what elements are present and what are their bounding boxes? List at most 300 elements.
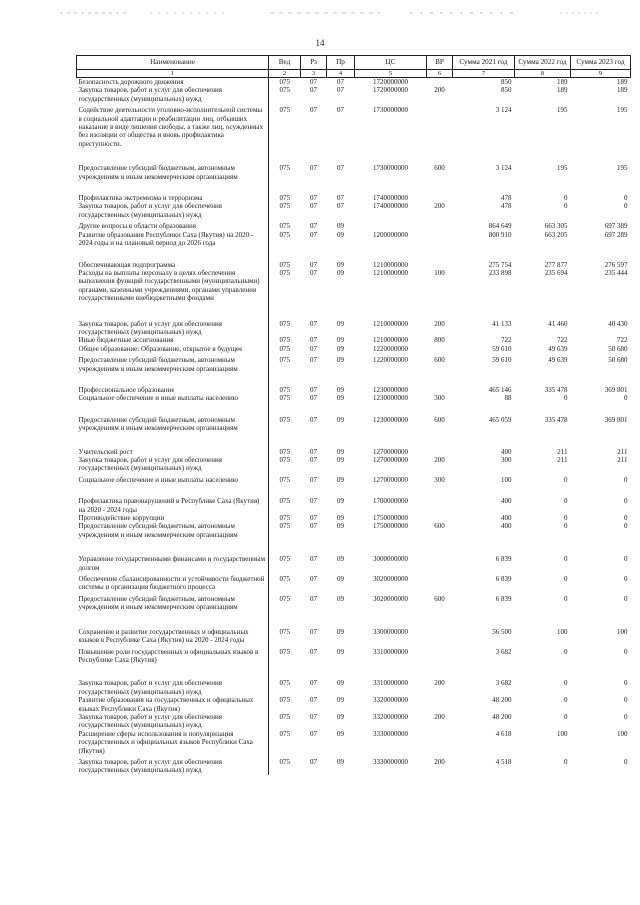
row-rz: 07	[310, 712, 317, 721]
row-cs: 3000000000	[373, 555, 408, 564]
row-ved: 075	[279, 260, 290, 269]
row-pr: 09	[337, 344, 344, 353]
row-rz: 07	[310, 514, 317, 523]
row-pr: 09	[337, 594, 344, 603]
row-pr: 09	[337, 497, 344, 506]
row-sum-2022: 195	[557, 106, 568, 115]
column-number: 7	[453, 70, 515, 78]
row-sum-2023: 0	[624, 696, 628, 705]
row-vr: 300	[434, 475, 445, 484]
row-rz: 07	[310, 260, 317, 269]
row-vr: 200	[434, 712, 445, 721]
row-sum-2021: 300	[501, 456, 512, 464]
row-sum-2022: 0	[564, 647, 568, 656]
row-sum-2023: 100	[617, 627, 628, 636]
row-vr: 600	[434, 594, 445, 603]
row-ved: 075	[279, 86, 290, 95]
row-sum-2021: 275 754	[488, 260, 512, 269]
row-ved: 075	[279, 164, 290, 173]
row-cs: 1730000000	[373, 164, 408, 173]
header-sum-2022: Сумма 2022 год	[515, 56, 571, 70]
row-ved: 075	[279, 202, 290, 211]
row-sum-2022: 0	[564, 555, 568, 564]
row-sum-2022: 0	[564, 712, 568, 721]
row-cs: 1270000000	[373, 475, 408, 484]
row-sum-2021: 722	[501, 336, 512, 345]
row-ved: 075	[279, 522, 290, 531]
row-sum-2023: 0	[624, 497, 628, 506]
row-pr: 09	[337, 415, 344, 424]
row-name: Повышение роли государственных и официальных языков в Республике Саха (Якутия)	[77, 645, 269, 665]
row-vr: 800	[434, 336, 445, 345]
row-vr: 200	[434, 86, 445, 95]
row-ved: 075	[279, 594, 290, 603]
column-number: 9	[571, 70, 631, 78]
row-cs: 1720000000	[373, 86, 408, 95]
row-pr: 09	[337, 475, 344, 484]
table-row	[77, 86, 631, 103]
row-sum-2021: 400	[501, 497, 512, 506]
table-header-row	[77, 56, 631, 70]
header-vr: ВР	[427, 56, 453, 70]
row-pr: 09	[337, 555, 344, 564]
row-pr: 09	[337, 696, 344, 705]
table-row	[77, 456, 631, 473]
row-sum-2021: 88	[504, 394, 512, 403]
row-pr: 07	[337, 86, 344, 95]
row-name: Закупка товаров, работ и услуг для обеспечения государственных (муниципальных) нужд	[77, 456, 269, 473]
table-row	[77, 473, 631, 484]
row-rz: 07	[310, 456, 317, 464]
row-sum-2022: 0	[564, 696, 568, 705]
row-vr	[427, 484, 453, 514]
table-row	[77, 353, 631, 373]
row-sum-2021: 465 146	[488, 385, 512, 394]
row-vr	[427, 219, 453, 230]
row-ved: 075	[279, 729, 290, 738]
row-cs: 1220000000	[373, 356, 408, 365]
row-pr: 09	[337, 447, 344, 456]
row-pr: 07	[337, 164, 344, 173]
row-sum-2023: 0	[624, 202, 628, 211]
page-number: 14	[315, 38, 325, 48]
row-ved: 075	[279, 319, 290, 328]
row-sum-2021: 3 124	[495, 164, 512, 173]
row-rz: 07	[310, 415, 317, 424]
row-sum-2022: 100	[557, 729, 568, 738]
row-sum-2023: 369 801	[604, 385, 628, 394]
row-sum-2023: 0	[624, 679, 628, 688]
table-row	[77, 269, 631, 303]
row-ved: 075	[279, 394, 290, 403]
row-sum-2021: 48 200	[492, 712, 512, 721]
row-rz: 07	[310, 757, 317, 766]
row-pr: 09	[337, 319, 344, 328]
row-sum-2021: 800 910	[488, 230, 512, 239]
row-cs: 3320000000	[373, 712, 408, 721]
row-cs: 1230000000	[373, 394, 408, 403]
row-name: Расширение сферы использования и популяризация государственных и официальных языков Республики Саха (Якутия)	[77, 730, 269, 755]
row-rz: 07	[310, 394, 317, 403]
row-pr: 09	[337, 712, 344, 721]
column-number: 6	[427, 70, 453, 78]
row-pr: 09	[337, 356, 344, 365]
row-rz: 07	[310, 164, 317, 173]
row-ved: 075	[279, 344, 290, 353]
row-pr: 09	[337, 647, 344, 656]
row-vr: 100	[434, 268, 445, 277]
row-ved: 075	[279, 497, 290, 506]
row-vr	[427, 612, 453, 645]
column-number-row	[77, 70, 631, 78]
row-rz: 07	[310, 594, 317, 603]
row-sum-2022: 0	[564, 522, 568, 531]
row-sum-2021: 3 682	[495, 679, 512, 688]
row-sum-2023: 697 389	[604, 222, 628, 231]
row-sum-2021: 6 839	[495, 594, 512, 603]
row-rz: 07	[310, 86, 317, 95]
row-name: Противодействие коррупции	[77, 514, 269, 522]
row-sum-2022: 663 305	[544, 222, 568, 231]
row-cs: 1740000000	[373, 194, 408, 203]
row-sum-2022: 663 205	[544, 230, 568, 239]
row-vr: 200	[434, 202, 445, 211]
row-name: Закупка товаров, работ и услуг для обеспечения государственных (муниципальных) нужд	[77, 202, 269, 219]
row-pr: 09	[337, 522, 344, 531]
table-row	[77, 572, 631, 592]
scan-artifact-strip	[0, 0, 640, 22]
row-ved: 075	[279, 712, 290, 721]
column-number: 4	[327, 70, 355, 78]
row-vr	[427, 730, 453, 755]
row-sum-2022: 235 694	[544, 268, 568, 277]
row-cs: 1210000000	[373, 319, 408, 328]
row-ved: 075	[279, 447, 290, 456]
row-name: Предоставление субсидий бюджетным, автономным учреждениям и иным некоммерческим организациям	[77, 403, 269, 433]
row-name: Предоставление субсидий бюджетным, автономным учреждениям и иным некоммерческим организациям	[77, 522, 269, 539]
row-cs: 3330000000	[373, 757, 408, 766]
row-vr: 600	[434, 522, 445, 531]
row-sum-2022: 0	[564, 497, 568, 506]
row-rz: 07	[310, 319, 317, 328]
row-vr: 200	[434, 679, 445, 688]
row-sum-2023: 189	[617, 78, 628, 86]
row-name: Профессиональное образование	[77, 373, 269, 394]
row-sum-2023: 0	[624, 575, 628, 584]
row-sum-2021: 400	[501, 522, 512, 531]
row-sum-2021: 478	[501, 194, 512, 203]
table-row	[77, 522, 631, 539]
row-sum-2021: 850	[501, 78, 512, 86]
column-number: 3	[301, 70, 327, 78]
row-ved: 075	[279, 356, 290, 365]
row-vr: 600	[434, 164, 445, 173]
table-row	[77, 78, 631, 87]
row-pr: 09	[337, 260, 344, 269]
row-cs: 1700000000	[373, 497, 408, 506]
row-vr: 600	[434, 356, 445, 365]
row-name: Развитие образования Республики Саха (Якутия) на 2020 - 2024 годы и на плановый период до 2026 года	[77, 231, 269, 248]
row-name: Закупка товаров, работ и услуг для обеспечения государственных (муниципальных) нужд	[77, 664, 269, 696]
row-ved: 075	[279, 575, 290, 584]
row-pr: 07	[337, 106, 344, 115]
row-sum-2021: 6 839	[495, 575, 512, 584]
row-cs: 1720000000	[373, 78, 408, 86]
row-sum-2022: 0	[564, 575, 568, 584]
row-sum-2022: 0	[564, 194, 568, 203]
row-cs: 1200000000	[373, 230, 408, 239]
row-cs: 3330000000	[373, 729, 408, 738]
table-row	[77, 103, 631, 148]
row-ved: 075	[279, 222, 290, 231]
row-sum-2023: 235 444	[604, 268, 628, 277]
row-rz: 07	[310, 475, 317, 484]
row-vr	[427, 231, 453, 248]
row-sum-2021: 59 610	[492, 344, 512, 353]
row-ved: 075	[279, 230, 290, 239]
row-rz: 07	[310, 522, 317, 531]
row-sum-2021: 4 618	[495, 729, 512, 738]
row-sum-2021: 59 610	[492, 356, 512, 365]
table-row	[77, 202, 631, 219]
row-sum-2023: 195	[617, 164, 628, 173]
row-cs: 1220000000	[373, 344, 408, 353]
header-rz: Рз	[301, 56, 327, 70]
header-name: Наименование	[77, 56, 269, 70]
row-ved: 075	[279, 696, 290, 705]
row-ved: 075	[279, 555, 290, 564]
row-pr: 09	[337, 627, 344, 636]
row-vr	[427, 572, 453, 592]
row-rz: 07	[310, 106, 317, 115]
row-sum-2022: 41 460	[548, 319, 568, 328]
row-ved: 075	[279, 456, 290, 464]
row-sum-2023: 211	[617, 456, 628, 464]
row-rz: 07	[310, 385, 317, 394]
row-name: Иные бюджетные ассигнования	[77, 336, 269, 344]
row-sum-2023: 40 430	[608, 319, 628, 328]
table-row	[77, 219, 631, 230]
row-ved: 075	[279, 194, 290, 203]
row-sum-2023: 697 289	[604, 230, 628, 239]
row-rz: 07	[310, 356, 317, 365]
table-row	[77, 403, 631, 433]
row-sum-2023: 369 801	[604, 415, 628, 424]
row-pr: 09	[337, 336, 344, 345]
row-ved: 075	[279, 385, 290, 394]
row-name: Учительский рост	[77, 433, 269, 456]
row-ved: 075	[279, 336, 290, 345]
row-ved: 075	[279, 415, 290, 424]
header-ved: Вед	[269, 56, 301, 70]
row-rz: 07	[310, 627, 317, 636]
row-sum-2022: 0	[564, 514, 568, 523]
row-name: Управление государственными финансами и государственным долгом	[77, 539, 269, 572]
row-sum-2021: 4 518	[495, 757, 512, 766]
row-sum-2023: 276 597	[604, 260, 628, 269]
row-sum-2023: 0	[624, 647, 628, 656]
row-pr: 09	[337, 575, 344, 584]
row-rz: 07	[310, 268, 317, 277]
table-row	[77, 148, 631, 181]
row-cs: 1230000000	[373, 385, 408, 394]
row-sum-2022: 189	[557, 86, 568, 95]
row-ved: 075	[279, 475, 290, 484]
header-sum-2023: Сумма 2023 год	[571, 56, 631, 70]
row-sum-2023: 189	[617, 86, 628, 95]
row-name: Обеспечение сбалансированности и устойчивости бюджетной системы и организация бюджетного процесса	[77, 572, 269, 592]
row-cs: 1210000000	[373, 268, 408, 277]
row-name: Закупка товаров, работ и услуг для обеспечения государственных (муниципальных) нужд	[77, 713, 269, 730]
table-row	[77, 373, 631, 394]
row-cs: 1270000000	[373, 456, 408, 464]
row-name: Профилактика правонарушений в Республике Саха (Якутия) на 2020 - 2024 годы	[77, 484, 269, 514]
row-sum-2022: 0	[564, 202, 568, 211]
row-rz: 07	[310, 230, 317, 239]
row-name: Предоставление субсидий бюджетным, автономным учреждениям и иным некоммерческим организациям	[77, 353, 269, 373]
row-pr: 09	[337, 757, 344, 766]
row-sum-2023: 0	[624, 757, 628, 766]
row-cs: 1210000000	[373, 336, 408, 345]
row-sum-2021: 400	[501, 514, 512, 523]
table-row	[77, 592, 631, 612]
row-sum-2022: 0	[564, 679, 568, 688]
row-name: Общее образование: Образование, открытое в будущее	[77, 345, 269, 353]
row-sum-2022: 0	[564, 394, 568, 403]
row-pr: 07	[337, 202, 344, 211]
row-ved: 075	[279, 627, 290, 636]
column-number: 1	[77, 70, 269, 78]
budget-table	[76, 55, 631, 775]
row-vr: 200	[434, 757, 445, 766]
row-sum-2021: 6 839	[495, 555, 512, 564]
row-name: Предоставление субсидий бюджетным, автономным учреждениям и иным некоммерческим организациям	[77, 592, 269, 612]
column-number: 2	[269, 70, 301, 78]
row-sum-2021: 48 200	[492, 696, 512, 705]
row-vr	[427, 696, 453, 713]
table-body	[77, 78, 631, 775]
table-row	[77, 730, 631, 755]
column-number: 8	[515, 70, 571, 78]
row-sum-2022: 211	[557, 456, 568, 464]
row-sum-2022: 0	[564, 757, 568, 766]
row-name: Сохранение и развитие государственных и официальных языков в Республике Саха (Якутия) на 2020 - 2024 годы	[77, 612, 269, 645]
row-sum-2022: 277 877	[544, 260, 568, 269]
table-row	[77, 303, 631, 337]
row-sum-2023: 0	[624, 394, 628, 403]
row-pr: 09	[337, 679, 344, 688]
header-cs: ЦС	[355, 56, 427, 70]
row-vr: 200	[434, 456, 445, 464]
row-sum-2022: 335 478	[544, 415, 568, 424]
row-name: Социальное обеспечение и иные выплаты населению	[77, 394, 269, 402]
row-vr	[427, 433, 453, 456]
row-sum-2023: 211	[617, 447, 628, 456]
row-vr: 200	[434, 319, 445, 328]
row-name: Содействие деятельности уголовно-исполнительной системы в социальной адаптации и реабилитации лиц, отбывших наказание в виде лишения свободы, а также лиц, осужденных без изоляции от общества и вновь профилактика преступности.	[77, 103, 269, 148]
row-vr: 300	[434, 394, 445, 403]
row-name: Закупка товаров, работ и услуг для обеспечения государственных (муниципальных) нужд	[77, 86, 269, 103]
table-row	[77, 433, 631, 456]
table-row	[77, 248, 631, 269]
row-sum-2022: 0	[564, 475, 568, 484]
row-cs: 3320000000	[373, 696, 408, 705]
table-row	[77, 645, 631, 665]
row-rz: 07	[310, 647, 317, 656]
column-number: 5	[355, 70, 427, 78]
row-sum-2023: 0	[624, 712, 628, 721]
row-vr: 600	[434, 415, 445, 424]
row-sum-2023: 0	[624, 594, 628, 603]
row-cs: 3020000000	[373, 594, 408, 603]
row-sum-2021: 3 124	[495, 106, 512, 115]
row-vr	[427, 373, 453, 394]
row-cs	[355, 219, 427, 230]
row-cs: 3310000000	[373, 647, 408, 656]
row-sum-2023: 50 680	[608, 344, 628, 353]
row-sum-2023: 0	[624, 194, 628, 203]
row-cs: 3310000000	[373, 679, 408, 688]
row-pr: 09	[337, 514, 344, 523]
header-sum-2021: Сумма 2021 год	[453, 56, 515, 70]
row-ved: 075	[279, 514, 290, 523]
row-ved: 075	[279, 647, 290, 656]
row-vr	[427, 345, 453, 353]
row-rz: 07	[310, 344, 317, 353]
row-sum-2021: 41 133	[492, 319, 512, 328]
row-sum-2021: 864 649	[488, 222, 512, 231]
row-rz: 07	[310, 78, 317, 86]
table-row	[77, 696, 631, 713]
table-row	[77, 664, 631, 696]
row-vr	[427, 514, 453, 522]
row-pr: 09	[337, 222, 344, 231]
row-name: Расходы на выплаты персоналу в целях обеспечения выполнения функций государственными (муниципальными) органами, казенными учреждениями, органами управления государственными внебюджетными фондами	[77, 269, 269, 303]
row-name: Развитие образования на государственных и официальных языках Республики Саха (Якутия)	[77, 696, 269, 713]
row-sum-2022: 49 639	[548, 344, 568, 353]
row-pr: 07	[337, 194, 344, 203]
row-sum-2021: 465 059	[488, 415, 512, 424]
row-rz: 07	[310, 497, 317, 506]
row-sum-2022: 0	[564, 594, 568, 603]
table-row	[77, 484, 631, 514]
row-sum-2023: 722	[617, 336, 628, 345]
row-ved: 075	[279, 757, 290, 766]
row-vr	[427, 181, 453, 202]
row-rz: 07	[310, 729, 317, 738]
row-rz: 07	[310, 222, 317, 231]
row-sum-2021: 233 898	[488, 268, 512, 277]
row-pr: 09	[337, 268, 344, 277]
table-row	[77, 612, 631, 645]
row-ved: 075	[279, 106, 290, 115]
row-vr	[427, 248, 453, 269]
row-sum-2022: 49 639	[548, 356, 568, 365]
row-pr: 07	[337, 78, 344, 86]
row-cs: 1750000000	[373, 514, 408, 523]
row-name: Закупка товаров, работ и услуг для обеспечения государственных (муниципальных) нужд	[77, 303, 269, 337]
row-name: Обеспечивающая подпрограмма	[77, 248, 269, 269]
row-sum-2021: 3 682	[495, 647, 512, 656]
row-sum-2021: 100	[501, 475, 512, 484]
row-cs: 1740000000	[373, 202, 408, 211]
row-pr: 09	[337, 729, 344, 738]
row-name: Социальное обеспечение и иные выплаты населению	[77, 473, 269, 484]
row-name: Профилактика экстремизма и терроризма	[77, 181, 269, 202]
row-sum-2023: 100	[617, 729, 628, 738]
row-cs: 1750000000	[373, 522, 408, 531]
row-sum-2022: 189	[557, 78, 568, 86]
